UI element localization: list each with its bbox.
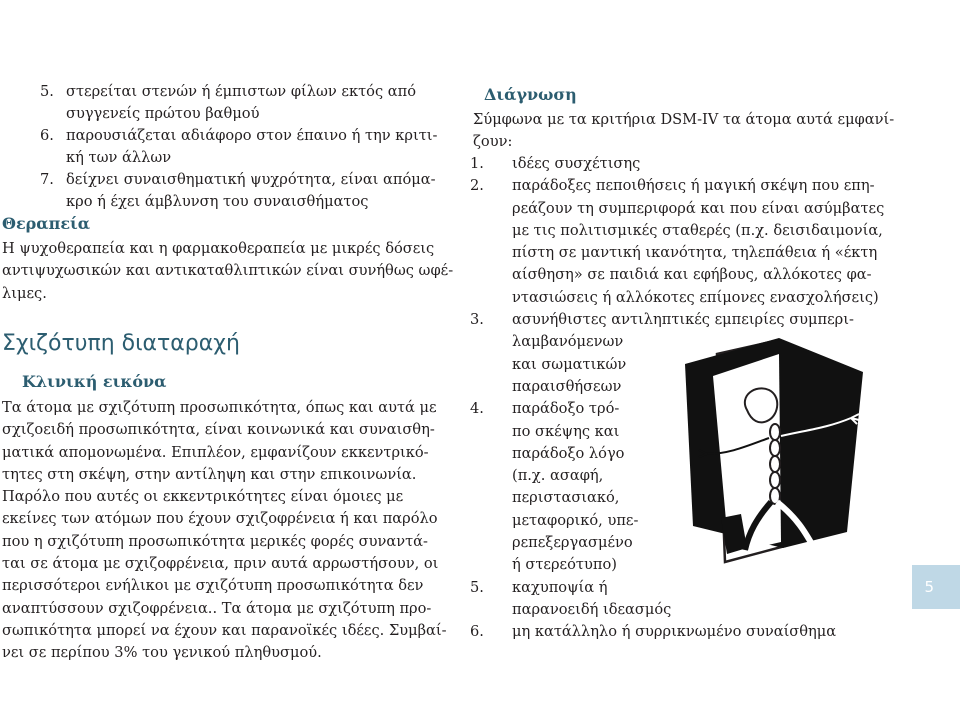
split-face-figure-illustration [677, 336, 867, 568]
list-item: 5. καχυποψία ή παρανοειδή ιδεασμός [470, 578, 672, 618]
section-title: Σχιζότυπη διαταραχή [2, 331, 240, 356]
list-item: 6. μη κατάλληλο ή συρρικνωμένο συναίσθημα [470, 623, 837, 641]
clinical-heading: Κλινική εικόνα [22, 372, 167, 391]
list-item: 3. ασυνήθιστες αντιληπτικές εμπειρίες συμπερι- λαμβανόμενων και σωματικών παραισθήσεων [470, 311, 854, 395]
page-tab [912, 565, 960, 609]
list-item: 4. παράδοξο τρό- πο σκέψης και παράδοξο λόγο (π.χ. ασαφή, περιστασιακό, μεταφορικό, υπε- ρεπεξεργασμένο ή στερεότυπο) [470, 400, 639, 574]
therapy-paragraph: Η ψυχοθεραπεία και η φαρμακοθεραπεία με μικρές δόσεις αντιψυχωσικών και αντικαταθλιπτικών είναι συνήθως ωφέ- λιμες. [2, 240, 454, 302]
diagnosis-heading: Διάγνωση [484, 85, 577, 104]
therapy-heading: Θεραπεία [2, 214, 91, 233]
page-number: 5 [924, 578, 934, 596]
diagnosis-intro: Σύμφωνα με τα κριτήρια DSM-IV τα άτομα αυτά εμφανί- ζουν: [473, 111, 895, 151]
list-item: 7. δείχνει συναισθηματική ψυχρότητα, είναι απόμα- κρο ή έχει άμβλυνση του συναισθήματος [40, 171, 436, 211]
list-item: 1. ιδέες συσχέτισης [470, 155, 641, 172]
clinical-paragraph: Τα άτομα με σχιζότυπη προσωπικότητα, όπως και αυτά με σχιζοειδή προσωπικότητα, είναι κοινωνικά και συναισθη- ματικά απομονωμένα. Επιπλέον, εμφανίζουν εκκεντρικό- τητες στη σκέψη, στην αντίληψη και στην επικοινωνία. Παρόλο που αυτές οι εκκεντρικότητες είναι όμοιες με εκείνες των ατόμων που έχουν σχιζοφρένεια ή και παρόλο που η σχιζότυπη προσωπικότητα μερικές φορές συναντά- ται σε άτομα με σχιζοφρένεια, πριν αυτά αρρωστήσουν, οι περισσότεροι ενήλικοι με σχιζότυπη προσωπικότητα δεν αναπτύσσουν σχιζοφρένεια.. Τα άτομα με σχιζότυπη προ- σωπικότητα μπορεί να έχουν και παρανοϊκές ιδέες. Συμβαί- νει σε περίπου 3% του γενικού πληθυσμού. [2, 399, 447, 662]
list-item: 6. παρουσιάζεται αδιάφορο στον έπαινο ή την κριτι- κή των άλλων [40, 127, 438, 167]
list-item: 2. παράδοξες πεποιθήσεις ή μαγική σκέψη που επη- ρεάζουν τη συμπεριφορά και που είναι ασύμβατες με τις πολιτισμικές σταθερές (π.χ. δεισιδαιμονία, πίστη σε μαντική ικανότητα, τηλεπάθεια ή «έκτη αίσθηση» σε παιδιά και εφήβους, αλλόκοτες φα- ντασιώσεις ή αλλόκοτες επίμονες ενασχολήσεις) [470, 177, 885, 306]
list-item: 5. στερείται στενών ή έμπιστων φίλων εκτός από συγγενείς πρώτου βαθμού [40, 83, 417, 123]
